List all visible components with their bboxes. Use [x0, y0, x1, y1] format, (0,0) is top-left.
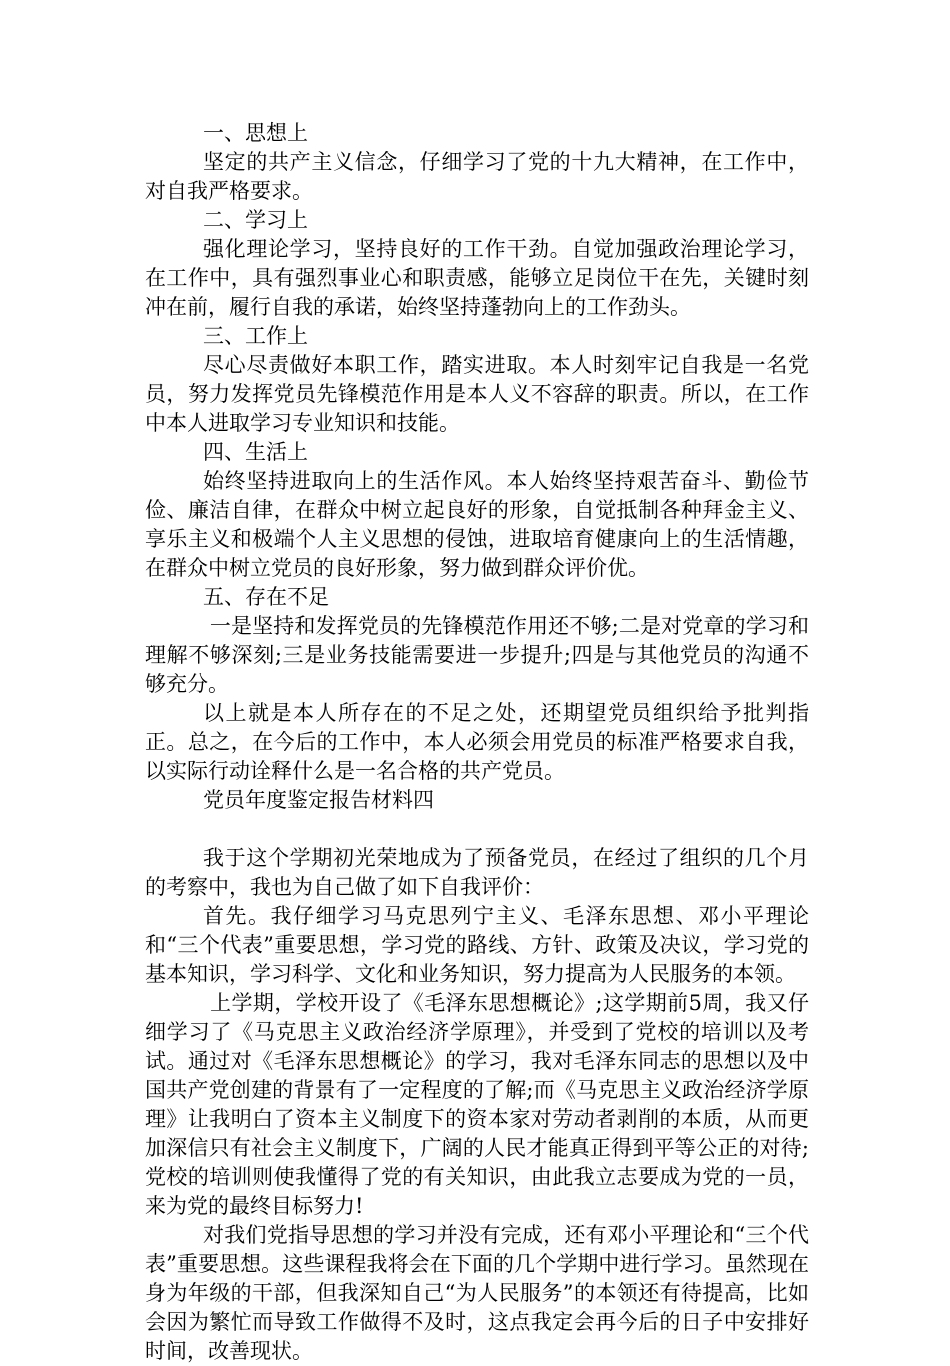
paragraph-study: 强化理论学习，坚持良好的工作干劲。自觉加强政治理论学习，在工作中，具有强烈事业心和职责感，能够立足岗位干在先，关键时刻冲在前，履行自我的承诺，始终坚持蓬勃向上的工作劲头。	[145, 237, 809, 319]
blank-line	[145, 815, 809, 844]
section-heading-work: 三、工作上	[203, 324, 308, 348]
section-heading-study: 二、学习上	[203, 208, 308, 232]
paragraph-shortcomings: 一是坚持和发挥党员的先锋模范作用还不够;二是对党章的学习和理解不够深刻;三是业务技能需要进一步提升;四是与其他党员的沟通不够充分。	[145, 614, 809, 696]
section-heading-life: 四、生活上	[203, 440, 308, 464]
paragraph-work: 尽心尽责做好本职工作，踏实进取。本人时刻牢记自我是一名党员，努力发挥党员先锋模范作用是本人义不容辞的职责。所以，在工作中本人进取学习专业知识和技能。	[145, 353, 809, 435]
paragraph-first: 首先。我仔细学习马克思列宁主义、毛泽东思想、邓小平理论和“三个代表”重要思想，学习党的路线、方针、政策及决议，学习党的基本知识，学习科学、文化和业务知识，努力提高为人民服务的本领。	[145, 904, 809, 986]
paragraph-intro: 我于这个学期初光荣地成为了预备党员，在经过了组织的几个月的考察中，我也为自己做了如下自我评价：	[145, 846, 809, 899]
paragraph-thought: 坚定的共产主义信念，仔细学习了党的十九大精神，在工作中，对自我严格要求。	[145, 150, 809, 203]
paragraph-conclusion: 以上就是本人所存在的不足之处，还期望党员组织给予批判指正。总之，在今后的工作中，本人必须会用党员的标准严格要求自我，以实际行动诠释什么是一名合格的共产党员。	[145, 701, 809, 783]
paragraph-further-study: 对我们党指导思想的学习并没有完成，还有邓小平理论和“三个代表”重要思想。这些课程我将会在下面的几个学期中进行学习。虽然现在身为年级的干部，但我深知自己“为人民服务”的本领还有待提高，比如会因为繁忙而导致工作做得不及时，这点我定会再今后的日子中安排好时间，改善现状。	[145, 1223, 809, 1363]
paragraph-last-semester: 上学期，学校开设了《毛泽东思想概论》;这学期前5周，我又仔细学习了《马克思主义政治经济学原理》，并受到了党校的培训以及考试。通过对《毛泽东思想概论》的学习，我对毛泽东同志的思想以及中国共产党创建的背景有了一定程度的了解;而《马克思主义政治经济学原理》让我明白了资本主义制度下的资本家对劳动者剥削的本质，从而更加深信只有社会主义制度下，广阔的人民才能真正得到平等公正的对待;党校的培训则使我懂得了党的有关知识，由此我立志要成为党的一员，来为党的最终目标努力!	[145, 991, 809, 1218]
report-title-four: 党员年度鉴定报告材料四	[203, 788, 434, 812]
section-heading-shortcomings: 五、存在不足	[203, 585, 329, 609]
paragraph-life: 始终坚持进取向上的生活作风。本人始终坚持艰苦奋斗、勤俭节俭、廉洁自律，在群众中树立起良好的形象，自觉抵制各种拜金主义、享乐主义和极端个人主义思想的侵蚀，进取培育健康向上的生活情趣，在群众中树立党员的良好形象，努力做到群众评价优。	[145, 469, 809, 580]
document-page	[145, 119, 809, 1366]
section-heading-thought: 一、思想上	[203, 121, 308, 145]
